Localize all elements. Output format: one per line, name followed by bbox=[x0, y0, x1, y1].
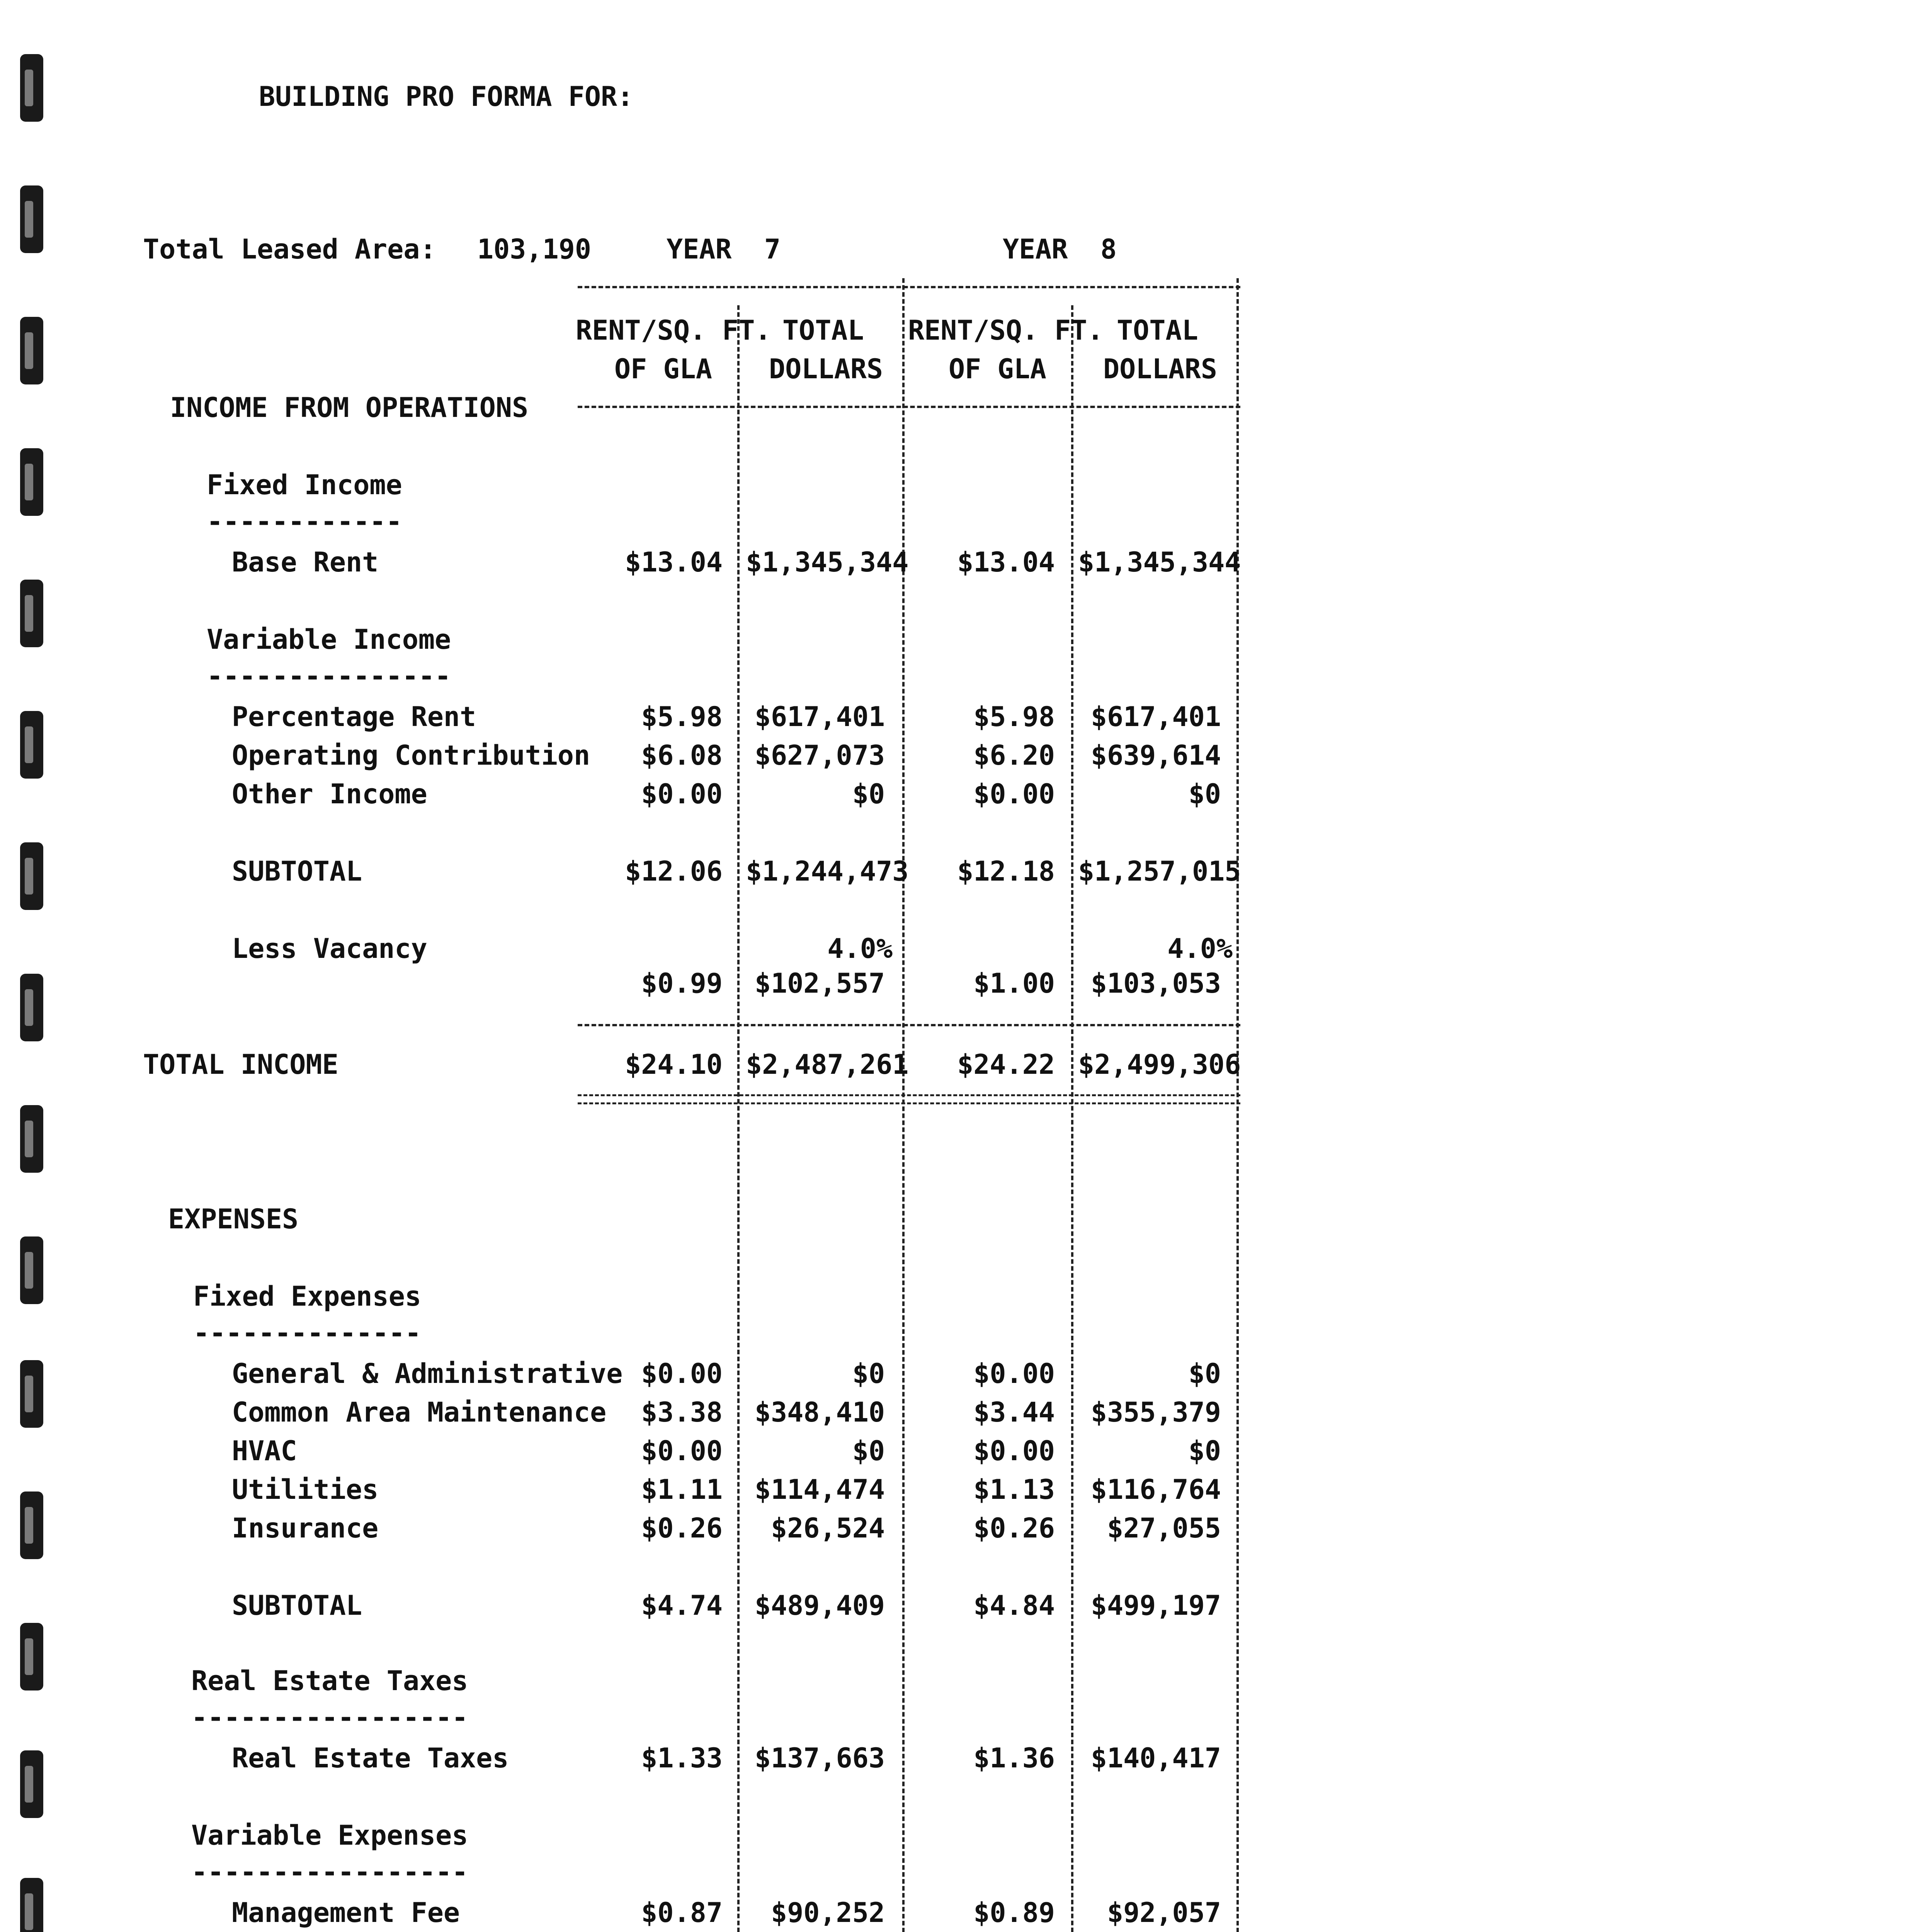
binder-hole bbox=[20, 185, 43, 253]
cell-y7-rent: $0.87 bbox=[641, 1897, 723, 1929]
cell-y8-rent: $6.20 bbox=[973, 740, 1055, 771]
cell-y8-rent: $0.89 bbox=[973, 1897, 1055, 1929]
cell-y8-rent: $0.26 bbox=[973, 1512, 1055, 1544]
binder-hole bbox=[20, 448, 43, 516]
row-label-operating-contribution: Operating Contribution bbox=[232, 740, 590, 771]
row-label-total-income: TOTAL INCOME bbox=[143, 1049, 338, 1080]
cell-y8-rent: $0.00 bbox=[973, 1358, 1055, 1389]
cell-y7-total: $114,474 bbox=[754, 1474, 885, 1505]
table-row bbox=[0, 855, 1275, 889]
cell-y8-rent: $1.00 bbox=[973, 968, 1055, 999]
col-header-rent-y7: RENT/SQ. FT. bbox=[576, 315, 771, 346]
cell-y7-rent: $0.99 bbox=[641, 968, 723, 999]
col-header-total-sub-y7: DOLLARS bbox=[769, 353, 883, 385]
cell-y7-total: $102,557 bbox=[754, 968, 885, 999]
binder-hole bbox=[20, 54, 43, 122]
header-bottom-rule bbox=[578, 406, 1240, 408]
cell-y8-total: $27,055 bbox=[1107, 1512, 1221, 1544]
cell-y7-rent: $3.38 bbox=[641, 1396, 723, 1428]
table-row bbox=[0, 1742, 1275, 1776]
cell-y7-total: $26,524 bbox=[770, 1512, 885, 1544]
section-income-from-operations: INCOME FROM OPERATIONS bbox=[170, 392, 529, 423]
cell-y7-total: $617,401 bbox=[754, 701, 885, 733]
cell-y8-total: $355,379 bbox=[1090, 1396, 1221, 1428]
table-row bbox=[0, 742, 1275, 773]
column-divider bbox=[1236, 278, 1239, 1932]
cell-y8-total: $499,197 bbox=[1090, 1590, 1221, 1621]
col-header-total-sub-y8: DOLLARS bbox=[1103, 353, 1218, 385]
cell-y7-total: 4.0% bbox=[827, 933, 893, 964]
col-header-rent-y8: RENT/SQ. FT. bbox=[908, 315, 1104, 346]
cell-y7-rent: $0.00 bbox=[641, 1358, 723, 1389]
table-row bbox=[0, 1051, 1275, 1082]
row-label-other-income: Other Income bbox=[232, 778, 427, 810]
heading-fixed-expenses-underline: -------------- bbox=[193, 1317, 422, 1349]
table-row bbox=[0, 546, 1275, 580]
row-label-general-admin: General & Administrative bbox=[232, 1358, 623, 1389]
cell-y7-total: $348,410 bbox=[754, 1396, 885, 1428]
column-divider bbox=[902, 278, 905, 1932]
table-row bbox=[0, 703, 1275, 734]
heading-variable-income-underline: --------------- bbox=[207, 660, 451, 692]
heading-fixed-income-underline: ------------ bbox=[207, 506, 402, 537]
leased-area-label: Total Leased Area: bbox=[143, 233, 436, 265]
row-label-less-vacancy: Less Vacancy bbox=[232, 933, 427, 964]
row-label-cam: Common Area Maintenance bbox=[232, 1396, 607, 1428]
year-8-heading: YEAR 8 bbox=[1003, 233, 1117, 265]
table-row bbox=[0, 1899, 1275, 1930]
cell-y7-rent: $5.98 bbox=[641, 701, 723, 733]
leased-area-value: 103,190 bbox=[477, 233, 592, 265]
binder-hole bbox=[20, 1236, 43, 1304]
heading-variable-income: Variable Income bbox=[207, 624, 451, 655]
cell-y8-total: $103,053 bbox=[1090, 968, 1221, 999]
cell-y7-total: $2,487,261 bbox=[746, 1049, 909, 1080]
row-label-insurance: Insurance bbox=[232, 1512, 379, 1544]
row-label-fixed-subtotal: SUBTOTAL bbox=[232, 1590, 362, 1621]
row-label-management-fee: Management Fee bbox=[232, 1897, 460, 1929]
table-top-rule bbox=[578, 286, 1240, 288]
income-sum-rule bbox=[578, 1024, 1240, 1026]
cell-y7-rent: $6.08 bbox=[641, 740, 723, 771]
cell-y8-total: $617,401 bbox=[1090, 701, 1221, 733]
heading-variable-expenses: Variable Expenses bbox=[191, 1820, 468, 1851]
cell-y8-rent: $0.00 bbox=[973, 1435, 1055, 1467]
table-row bbox=[0, 1476, 1275, 1507]
cell-y7-rent: $1.11 bbox=[641, 1474, 723, 1505]
cell-y8-total: $0 bbox=[1188, 778, 1221, 810]
cell-y8-total: $639,614 bbox=[1090, 740, 1221, 771]
cell-y7-total: $489,409 bbox=[754, 1590, 885, 1621]
income-double-rule bbox=[578, 1094, 1240, 1104]
heading-real-estate-taxes-underline: ----------------- bbox=[191, 1702, 468, 1733]
row-label-utilities: Utilities bbox=[232, 1474, 379, 1505]
cell-y7-total: $627,073 bbox=[754, 740, 885, 771]
cell-y7-rent: $0.00 bbox=[641, 1435, 723, 1467]
binder-hole bbox=[20, 1105, 43, 1173]
document-title: BUILDING PRO FORMA FOR: bbox=[259, 81, 634, 112]
table-row bbox=[0, 1396, 1275, 1430]
cell-y8-total: $140,417 bbox=[1090, 1742, 1221, 1774]
cell-y8-total: $0 bbox=[1188, 1435, 1221, 1467]
cell-y8-rent: $0.00 bbox=[973, 778, 1055, 810]
cell-y8-rent: $13.04 bbox=[957, 546, 1055, 578]
table-row bbox=[0, 1360, 1275, 1391]
table-row bbox=[0, 1512, 1275, 1546]
cell-y7-total: $0 bbox=[852, 1435, 885, 1467]
col-header-total-y8: TOTAL bbox=[1117, 315, 1198, 346]
cell-y8-rent: $3.44 bbox=[973, 1396, 1055, 1428]
table-row bbox=[0, 935, 1275, 966]
col-header-rent-sub-y7: OF GLA bbox=[614, 353, 712, 385]
cell-y8-rent: $24.22 bbox=[957, 1049, 1055, 1080]
cell-y7-rent: $12.06 bbox=[625, 855, 723, 887]
cell-y8-total: 4.0% bbox=[1167, 933, 1233, 964]
cell-y7-total: $1,244,473 bbox=[746, 855, 909, 887]
cell-y8-total: $92,057 bbox=[1107, 1897, 1221, 1929]
row-label-hvac: HVAC bbox=[232, 1435, 297, 1467]
col-header-rent-sub-y8: OF GLA bbox=[949, 353, 1046, 385]
cell-y7-rent: $13.04 bbox=[625, 546, 723, 578]
row-label-percentage-rent: Percentage Rent bbox=[232, 701, 476, 733]
cell-y7-rent: $24.10 bbox=[625, 1049, 723, 1080]
cell-y8-total: $2,499,306 bbox=[1078, 1049, 1241, 1080]
cell-y7-total: $1,345,344 bbox=[746, 546, 909, 578]
cell-y8-rent: $5.98 bbox=[973, 701, 1055, 733]
col-header-total-y7: TOTAL bbox=[782, 315, 864, 346]
row-label-income-subtotal: SUBTOTAL bbox=[232, 855, 362, 887]
binder-hole bbox=[20, 1623, 43, 1690]
cell-y8-total: $116,764 bbox=[1090, 1474, 1221, 1505]
cell-y7-total: $90,252 bbox=[770, 1897, 885, 1929]
cell-y7-rent: $0.00 bbox=[641, 778, 723, 810]
binder-hole bbox=[20, 580, 43, 647]
cell-y7-total: $0 bbox=[852, 1358, 885, 1389]
cell-y7-rent: $1.33 bbox=[641, 1742, 723, 1774]
year-7-heading: YEAR 7 bbox=[667, 233, 781, 265]
table-row bbox=[0, 970, 1275, 1001]
heading-fixed-income: Fixed Income bbox=[207, 469, 402, 501]
row-label-base-rent: Base Rent bbox=[232, 546, 379, 578]
table-row bbox=[0, 778, 1275, 811]
cell-y8-total: $1,345,344 bbox=[1078, 546, 1241, 578]
cell-y7-total: $0 bbox=[852, 778, 885, 810]
cell-y7-rent: $0.26 bbox=[641, 1512, 723, 1544]
cell-y7-total: $137,663 bbox=[754, 1742, 885, 1774]
cell-y8-rent: $1.36 bbox=[973, 1742, 1055, 1774]
cell-y8-total: $0 bbox=[1188, 1358, 1221, 1389]
heading-fixed-expenses: Fixed Expenses bbox=[193, 1281, 422, 1312]
cell-y8-rent: $4.84 bbox=[973, 1590, 1055, 1621]
cell-y8-rent: $12.18 bbox=[957, 855, 1055, 887]
cell-y7-rent: $4.74 bbox=[641, 1590, 723, 1621]
cell-y8-total: $1,257,015 bbox=[1078, 855, 1241, 887]
heading-variable-expenses-underline: ----------------- bbox=[191, 1856, 468, 1888]
section-expenses: EXPENSES bbox=[168, 1203, 299, 1235]
table-row bbox=[0, 1437, 1275, 1468]
table-row bbox=[0, 1592, 1275, 1623]
heading-real-estate-taxes: Real Estate Taxes bbox=[191, 1665, 468, 1697]
row-label-real-estate-taxes: Real Estate Taxes bbox=[232, 1742, 509, 1774]
binder-hole bbox=[20, 317, 43, 384]
cell-y8-rent: $1.13 bbox=[973, 1474, 1055, 1505]
